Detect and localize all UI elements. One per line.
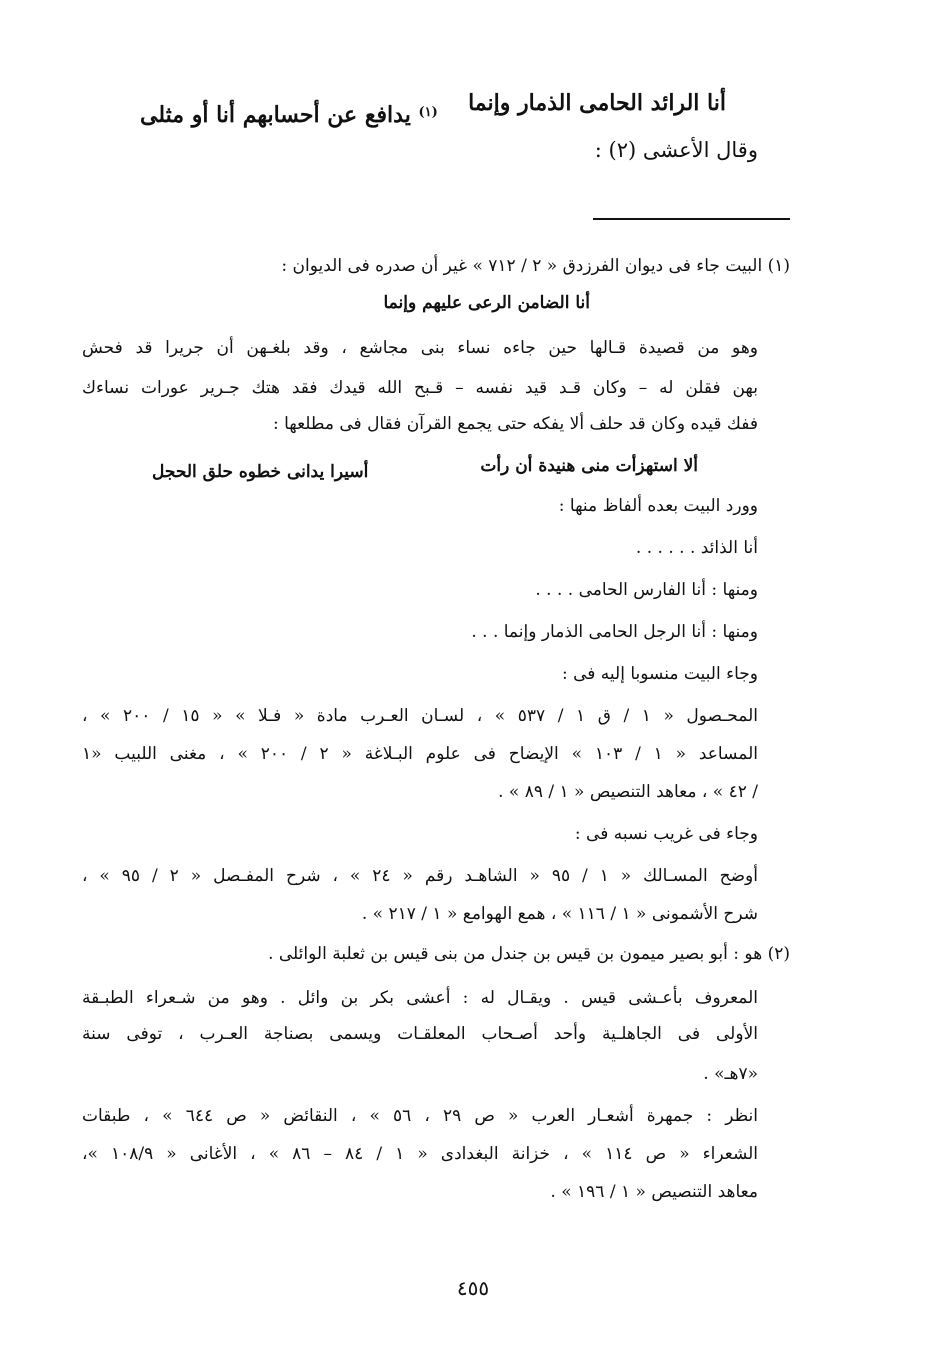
verse-hemistich-1: أنا الرائد الحامى الذمار وإنما bbox=[468, 90, 726, 116]
footnote-2-line-2: المعروف بأعـشى قيس . ويقـال له : أعشى بكر بن وائل . وهو من شـعراء الطبـقة bbox=[82, 988, 758, 1008]
footnote-1-sources-line-1: المحـصول « ١ / ق ١ / ٥٣٧ » ، لسـان العـرب مادة « فـلا » « ١٥ / ٢٠٠ » ، bbox=[82, 706, 758, 726]
verse-note-ref: (١) bbox=[418, 105, 438, 120]
footnote-1-sources-line-3: / ٤٢ » ، معاهد التنصيص « ١ / ٨٩ » . bbox=[498, 782, 758, 802]
footnote-2-refs-line-3: معاهد التنصيص « ١ / ١٩٦ » . bbox=[550, 1182, 758, 1202]
footnote-1-variant-2: ومنها : أنا الفارس الحامى . . . . bbox=[535, 580, 758, 600]
footnote-2-line-3: الأولى فى الجاهلـية وأحد أصـحاب المعلقـات ويسمى بصناجة العـرب ، توفى سنة bbox=[82, 1024, 758, 1044]
footnote-1-variants-intro: وورد البيت بعده ألفاظ منها : bbox=[558, 496, 758, 516]
intro-line: وقال الأعشى (٢) : bbox=[594, 138, 758, 162]
footnote-1-line-3: وهو من قصيدة قـالها حين جاءه نساء بنى مجاشع ، وقد بلغـهن أن جريرا قد فحش bbox=[82, 338, 758, 358]
footnote-2-line-1: (٢) هو : أبو بصير ميمون بن قيس بن جندل من بنى قيس بن ثعلبة الوائلى . bbox=[268, 944, 790, 964]
footnote-1-line-4: بهن فقلن له – وكان قـد قيد نفسه – قـبح الله قيدك فقد هتك جـرير عورات نساءك bbox=[82, 378, 758, 398]
footnote-1-verse-a: ألا استهزأت منى هنيدة أن رأت bbox=[480, 456, 698, 476]
footnote-separator bbox=[593, 218, 790, 220]
footnote-1-odd-intro: وجاء فى غريب نسبه فى : bbox=[574, 824, 758, 844]
footnote-1-variant-3: ومنها : أنا الرجل الحامى الذمار وإنما . . . bbox=[471, 622, 758, 642]
footnote-1-sources-line-2: المساعد « ١ / ١٠٣ » الإيضاح فى علوم البـلاغة « ٢ / ٢٠٠ » ، مغنى اللبيب «١ bbox=[82, 744, 758, 764]
footnote-2-refs-line-1: انظر : جمهرة أشعـار العرب « ص ٢٩ ، ٥٦ » ، النقائض « ص ٦٤٤ » ، طبقات bbox=[82, 1106, 758, 1126]
footnote-2-line-4: «٧هـ» . bbox=[703, 1064, 758, 1084]
footnote-1-sources-intro: وجاء البيت منسوبا إليه فى : bbox=[561, 664, 758, 684]
footnote-1-verse-b: أسيرا يدانى خطوه حلق الحجل bbox=[152, 462, 369, 482]
verse-hemistich-2-text: يدافع عن أحسابهم أنا أو مثلى bbox=[140, 102, 411, 128]
page-number: ٤٥٥ bbox=[456, 1276, 490, 1300]
footnote-1-quoted-hemistich: أنا الضامن الرعى عليهم وإنما bbox=[383, 293, 590, 313]
footnote-2-refs-line-2: الشعراء « ص ١١٤ » ، خزانة البغدادى « ١ / ٨٤ – ٨٦ » ، الأغانى « ١٠٨/٩ »، bbox=[82, 1144, 759, 1164]
footnote-1-variant-1: أنا الذائد . . . . . . bbox=[635, 538, 758, 558]
footnote-1-line-5: ففك قيده وكان قد حلف ألا يفكه حتى يجمع القرآن فقال فى مطلعها : bbox=[272, 414, 758, 434]
footnote-1-line-1: (١) البيت جاء فى ديوان الفرزدق « ٢ / ٧١٢ » غير أن صدره فى الديوان : bbox=[281, 256, 790, 276]
footnote-1-odd-line-1: أوضح المسـالك « ١ / ٩٥ « الشاهـد رقم « ٢٤ » ، شرح المفـصل « ٢ / ٩٥ » ، bbox=[82, 866, 758, 886]
footnote-1-odd-line-2: شرح الأشمونى « ١ / ١١٦ » ، همع الهوامع « ١ / ٢١٧ » . bbox=[361, 904, 758, 924]
verse-hemistich-2 bbox=[140, 104, 438, 126]
